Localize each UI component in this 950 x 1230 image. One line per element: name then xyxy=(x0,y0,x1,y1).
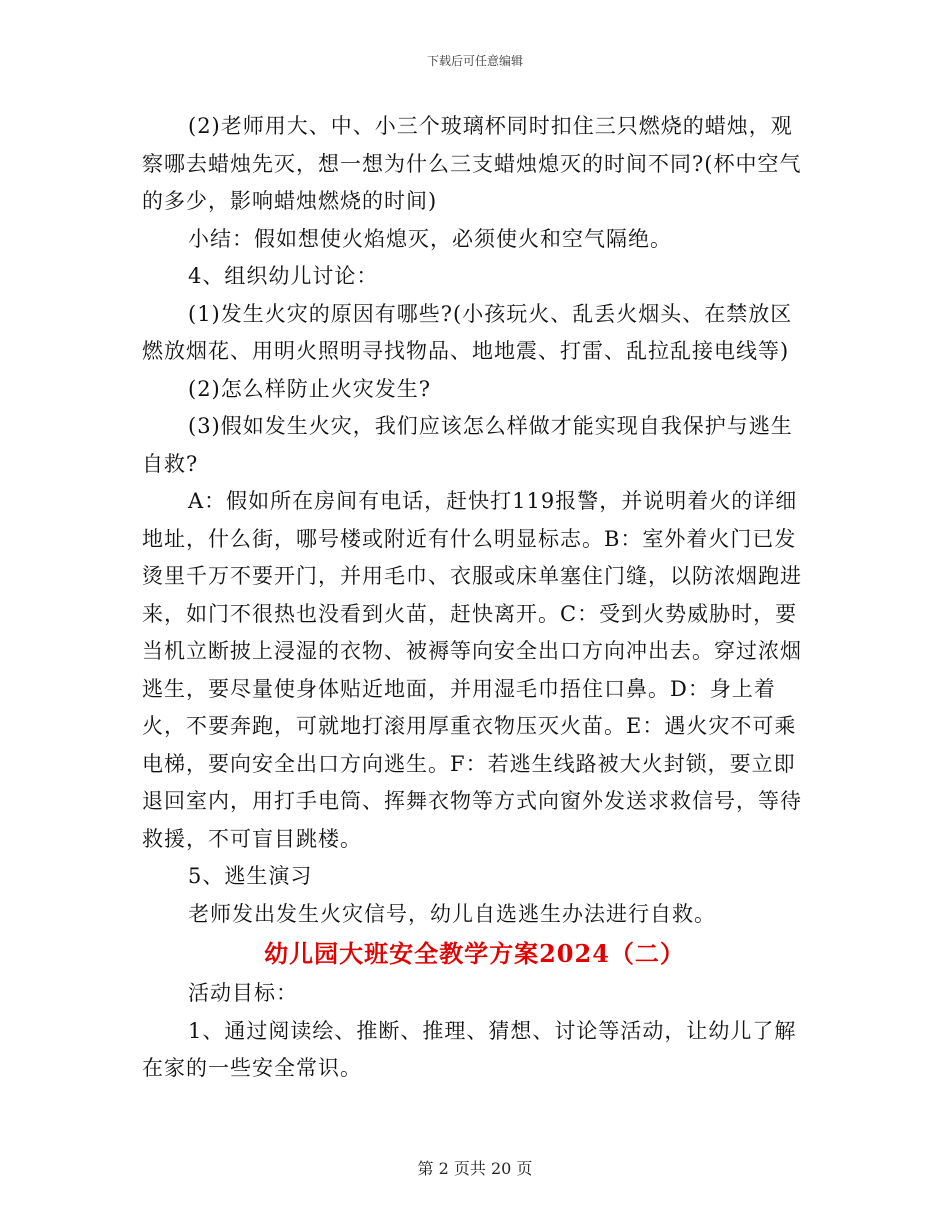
paragraph-question-1: (1)发生火灾的原因有哪些?(小孩玩火、乱丢火烟头、在禁放区燃放烟花、用明火照明寻找物品、地地震、打雷、乱拉乱接电线等) xyxy=(142,301,793,363)
page-footer: 第 2 页共 20 页 xyxy=(417,1159,533,1178)
paragraph-heading-5: 5、逃生演习 xyxy=(188,864,313,888)
page-header: 下载后可任意编辑 xyxy=(426,54,523,68)
paragraph-drill: 老师发出发生火灾信号，幼儿自选逃生办法进行自救。 xyxy=(188,901,716,926)
paragraph-summary: 小结：假如想使火焰熄灭，必须使火和空气隔绝。 xyxy=(188,226,672,251)
paragraph-goal-1: 1、通过阅读绘、推断、推理、猜想、讨论等活动，让幼儿了解在家的一些安全常识。 xyxy=(142,1018,797,1080)
document-body xyxy=(142,108,807,1088)
paragraph-goals-label: 活动目标： xyxy=(188,981,298,1005)
paragraph-question-2: (2)怎么样防止火灾发生? xyxy=(188,376,432,401)
paragraph-answers: A：假如所在房间有电话，赶快打119报警，并说明着火的详细地址，什么街，哪号楼或附近有什么明显标志。B：室外着火门已发烫里千万不要开门，并用毛巾、衣服或床单塞住门缝，以防浓烟跑进来，如门不很热也没看到火苗，赶快离开。C：受到火势威胁时，要当机立断披上浸湿的衣物、被褥等向安全出口方向冲出去。穿过浓烟逃生，要尽量使身体贴近地面，并用湿毛巾捂住口鼻。D：身上着火，不要奔跑，可就地打滚用厚重衣物压灭火苗。E：遇火灾不可乘电梯，要向安全出口方向逃生。F：若逃生线路被大火封锁，要立即退回室内，用打手电筒、挥舞衣物等方式向窗外发送求救信号，等待救援，不可盲目跳楼。 xyxy=(142,489,802,851)
paragraph-step-2: (2)老师用大、中、小三个玻璃杯同时扣住三只燃烧的蜡烛，观察哪去蜡烛先灭，想一想为什么三支蜡烛熄灭的时间不同?(杯中空气的多少，影响蜡烛燃烧的时间) xyxy=(142,114,802,213)
paragraph-question-3: (3)假如发生火灾，我们应该怎么样做才能实现自我保护与逃生自救? xyxy=(142,414,793,476)
section-title: 幼儿园大班安全教学方案2024（二） xyxy=(264,939,685,968)
paragraph-heading-4: 4、组织幼儿讨论： xyxy=(188,264,379,288)
